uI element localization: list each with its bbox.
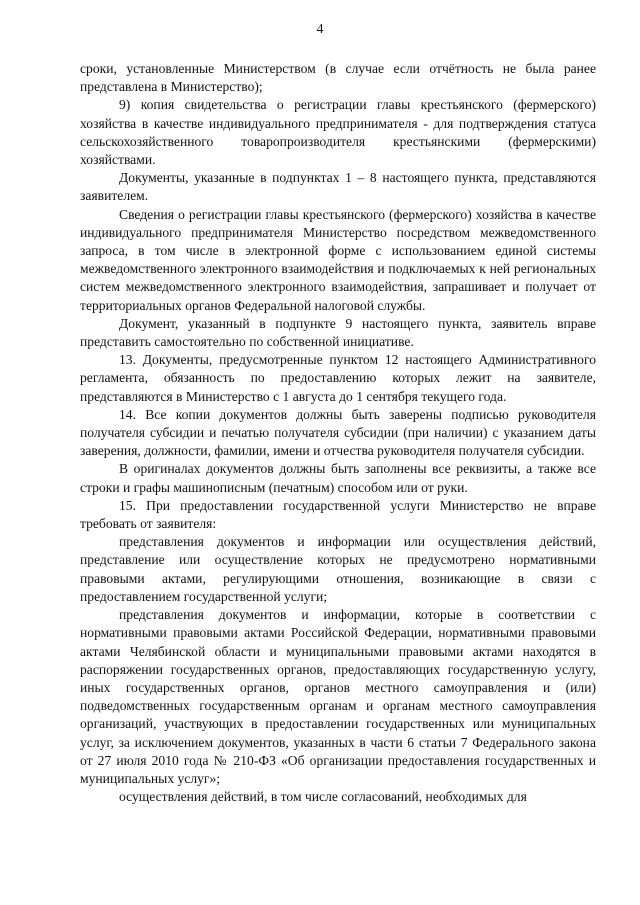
paragraph-documents-by-applicant: Документы, указанные в подпунктах 1 – 8 настоящего пункта, представляются заявителем. (80, 170, 596, 204)
paragraph-clause-15-item-2: представления документов и информации, которые в соответствии с нормативными правовыми актами Российской Федерации, нормативными правовыми актами Челябинской области и муниципальными правовыми актами находятся в распоряжении государственных органов, предоставляющих государственную услугу, иных государственных органов, органов местного самоуправления и (или) подведомственных государственным органам и органам местного самоуправления организаций, участвующих в предоставлении государственных или муниципальных услуг, за исключением документов, указанных в части 6 статьи 7 Федерального закона от 27 июля 2010 года № 210-ФЗ «Об организации предоставления государственных и муниципальных услуг»; (80, 607, 596, 786)
document-body (80, 60, 596, 806)
paragraph-clause-15-item-3: осуществления действий, в том числе согласований, необходимых для (119, 789, 527, 805)
paragraph-registration-info-request: Сведения о регистрации главы крестьянского (фермерского) хозяйства в качестве индивидуального предпринимателя Министерство посредством межведомственного запроса, в том числе в электронной форме с использованием единой системы межведомственного электронного взаимодействия и подключаемых к ней региональных систем межведомственного электронного взаимодействия, запрашивает и получает от территориальных органов Федеральной налоговой службы. (80, 206, 596, 313)
paragraph-item-9-certificate-copy: 9) копия свидетельства о регистрации главы крестьянского (фермерского) хозяйства в качестве индивидуального предпринимателя - для подтверждения статуса сельскохозяйственного товаропроизводителя крестьянскими (фермерскими) хозяйствами. (80, 97, 596, 168)
paragraph-clause-14: 14. Все копии документов должны быть заверены подписью руководителя получателя субсидии и печатью получателя субсидии (при наличии) с указанием даты заверения, должности, фамилии, имени и отчества руководителя получателя субсидии. (80, 406, 596, 459)
paragraph-clause-15: 15. При предоставлении государственной услуги Министерство не вправе требовать от заявителя: (80, 497, 596, 532)
paragraph-originals-requisites: В оригиналах документов должны быть заполнены все реквизиты, а также все строки и графы машинописным (печатным) способом или от руки. (80, 461, 596, 495)
paragraph-continuation-deadlines: сроки, установленные Министерством (в случае если отчётность не была ранее представлена в Министерство); (80, 61, 596, 95)
paragraph-clause-15-item-1: представления документов и информации или осуществления действий, представление или осуществление которых не предусмотрено нормативными правовыми актами, регулирующими отношения, возникающие в связи с предоставлением государственной услуги; (80, 534, 596, 604)
paragraph-document-own-initiative: Документ, указанный в подпункте 9 настоящего пункта, заявитель вправе представить самостоятельно по собственной инициативе. (80, 315, 596, 350)
paragraph-clause-13: 13. Документы, предусмотренные пунктом 12 настоящего Административного регламента, обязанность по предоставлению которых лежит на заявителе, представляются в Министерство с 1 августа до 1 сентября текущего года. (80, 352, 596, 404)
page-number: 4 (316, 22, 324, 37)
